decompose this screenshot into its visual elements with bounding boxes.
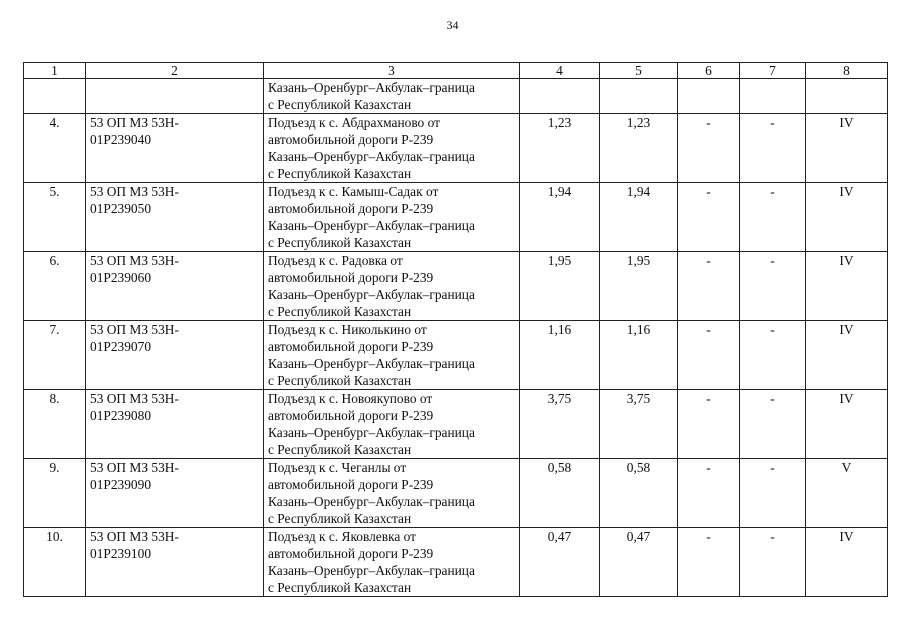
road-name-cell xyxy=(264,390,520,459)
category-cell: IV xyxy=(806,252,888,321)
table-row xyxy=(24,459,888,528)
header-cell: 2 xyxy=(86,63,264,79)
row-number-cell: 7. xyxy=(24,321,86,390)
road-name-line: с Республикой Казахстан xyxy=(268,580,412,595)
road-name-line: автомобильной дороги Р-239 xyxy=(268,546,434,561)
road-name-line: Казань–Оренбург–Акбулак–граница xyxy=(268,356,475,371)
length-total-cell: 1,23 xyxy=(520,114,600,183)
road-name-line: автомобильной дороги Р-239 xyxy=(268,132,434,147)
length-cell: 0,47 xyxy=(600,528,678,597)
road-code-cell xyxy=(86,459,264,528)
road-code-cell xyxy=(86,390,264,459)
table-row xyxy=(24,114,888,183)
road-name-line: с Республикой Казахстан xyxy=(268,304,412,319)
road-name-line: Подъезд к с. Новоякупово от xyxy=(268,391,433,406)
road-name-line: Подъезд к с. Чеганлы от xyxy=(268,460,407,475)
column-7-cell: - xyxy=(740,528,806,597)
road-name-cell xyxy=(264,321,520,390)
page-number: 34 xyxy=(446,18,459,32)
road-code-line: 53 ОП МЗ 53Н- xyxy=(90,529,179,544)
column-6-cell: - xyxy=(678,321,740,390)
category-cell: V xyxy=(806,459,888,528)
road-code-line: 01Р239080 xyxy=(90,408,152,423)
road-code-cell xyxy=(86,321,264,390)
road-name-line: с Республикой Казахстан xyxy=(268,511,412,526)
road-name-line: Казань–Оренбург–Акбулак–граница xyxy=(268,287,475,302)
header-cell: 4 xyxy=(520,63,600,79)
road-code-line: 01Р239070 xyxy=(90,339,152,354)
row-number-cell: 9. xyxy=(24,459,86,528)
table-row xyxy=(24,321,888,390)
length-total-cell: 1,94 xyxy=(520,183,600,252)
road-code-line: 01Р239060 xyxy=(90,270,152,285)
row-number-cell: 8. xyxy=(24,390,86,459)
road-code-cell xyxy=(86,252,264,321)
road-code-line: 01Р239100 xyxy=(90,546,152,561)
road-code-line: 01Р239050 xyxy=(90,201,152,216)
road-name-line: Подъезд к с. Камыш-Садак от xyxy=(268,184,439,199)
road-code-cell xyxy=(86,183,264,252)
road-code-line: 53 ОП МЗ 53Н- xyxy=(90,460,179,475)
column-6-cell: - xyxy=(678,183,740,252)
header-cell: 7 xyxy=(740,63,806,79)
road-code-line: 53 ОП МЗ 53Н- xyxy=(90,391,179,406)
road-name-line: Подъезд к с. Радовка от xyxy=(268,253,403,268)
road-name-line: Казань–Оренбург–Акбулак–граница xyxy=(268,494,475,509)
category-cell: IV xyxy=(806,528,888,597)
road-name-line: Казань–Оренбург–Акбулак–граница xyxy=(268,425,475,440)
road-name-line: Подъезд к с. Николькино от xyxy=(268,322,427,337)
road-name-line: Казань–Оренбург–Акбулак–граница xyxy=(268,149,475,164)
road-name-cell xyxy=(264,459,520,528)
column-7-cell: - xyxy=(740,390,806,459)
table-row xyxy=(24,390,888,459)
road-code-line: 01Р239040 xyxy=(90,132,152,147)
column-7-cell: - xyxy=(740,183,806,252)
row-number-cell: 5. xyxy=(24,183,86,252)
road-name-line: автомобильной дороги Р-239 xyxy=(268,477,434,492)
road-name-cell xyxy=(264,528,520,597)
road-name-line: автомобильной дороги Р-239 xyxy=(268,408,434,423)
road-code-cell xyxy=(86,528,264,597)
column-6-cell: - xyxy=(678,114,740,183)
road-name-cell xyxy=(264,183,520,252)
column-7-cell: - xyxy=(740,321,806,390)
length-cell: 1,94 xyxy=(600,183,678,252)
length-total-cell: 0,58 xyxy=(520,459,600,528)
length-total-cell: 0,47 xyxy=(520,528,600,597)
road-name-cell xyxy=(264,252,520,321)
road-name-cell xyxy=(264,114,520,183)
column-6-cell: - xyxy=(678,528,740,597)
length-total-cell: 3,75 xyxy=(520,390,600,459)
road-name-line: автомобильной дороги Р-239 xyxy=(268,270,434,285)
road-name-line: Подъезд к с. Абдрахманово от xyxy=(268,115,440,130)
length-cell: 1,16 xyxy=(600,321,678,390)
road-name-line: Подъезд к с. Яковлевка от xyxy=(268,529,417,544)
header-cell: 3 xyxy=(264,63,520,79)
category-cell: IV xyxy=(806,114,888,183)
length-cell: 0,58 xyxy=(600,459,678,528)
length-cell: 1,23 xyxy=(600,114,678,183)
road-code-line: 01Р239090 xyxy=(90,477,152,492)
road-name-line: Казань–Оренбург–Акбулак–граница xyxy=(268,563,475,578)
road-name-line: автомобильной дороги Р-239 xyxy=(268,201,434,216)
road-name-cell xyxy=(264,79,520,114)
road-name-line: с Республикой Казахстан xyxy=(268,235,412,250)
table-row xyxy=(24,252,888,321)
length-total-cell: 1,16 xyxy=(520,321,600,390)
table-row xyxy=(24,528,888,597)
road-code-line: 53 ОП МЗ 53Н- xyxy=(90,253,179,268)
road-name-line: с Республикой Казахстан xyxy=(268,97,412,112)
road-name-line: с Республикой Казахстан xyxy=(268,373,412,388)
column-7-cell: - xyxy=(740,252,806,321)
roads-table xyxy=(23,62,888,597)
column-7-cell: - xyxy=(740,459,806,528)
column-6-cell: - xyxy=(678,459,740,528)
category-cell: IV xyxy=(806,390,888,459)
row-number-cell: 10. xyxy=(24,528,86,597)
category-cell: IV xyxy=(806,321,888,390)
length-cell: 3,75 xyxy=(600,390,678,459)
row-number-cell: 6. xyxy=(24,252,86,321)
header-cell: 8 xyxy=(806,63,888,79)
length-total-cell: 1,95 xyxy=(520,252,600,321)
road-name-line: Казань–Оренбург–Акбулак–граница xyxy=(268,218,475,233)
row-number-cell: 4. xyxy=(24,114,86,183)
length-cell: 1,95 xyxy=(600,252,678,321)
road-name-line: автомобильной дороги Р-239 xyxy=(268,339,434,354)
road-name-line: с Республикой Казахстан xyxy=(268,166,412,181)
header-row xyxy=(24,63,888,79)
column-6-cell: - xyxy=(678,390,740,459)
header-cell: 1 xyxy=(24,63,86,79)
road-name-line: с Республикой Казахстан xyxy=(268,442,412,457)
road-code-line: 53 ОП МЗ 53Н- xyxy=(90,184,179,199)
road-code-line: 53 ОП МЗ 53Н- xyxy=(90,115,179,130)
continuation-row xyxy=(24,79,888,114)
table-row xyxy=(24,183,888,252)
road-code-cell xyxy=(86,114,264,183)
road-name-line: Казань–Оренбург–Акбулак–граница xyxy=(268,80,475,95)
road-code-line: 53 ОП МЗ 53Н- xyxy=(90,322,179,337)
category-cell: IV xyxy=(806,183,888,252)
column-6-cell: - xyxy=(678,252,740,321)
header-cell: 6 xyxy=(678,63,740,79)
column-7-cell: - xyxy=(740,114,806,183)
header-cell: 5 xyxy=(600,63,678,79)
